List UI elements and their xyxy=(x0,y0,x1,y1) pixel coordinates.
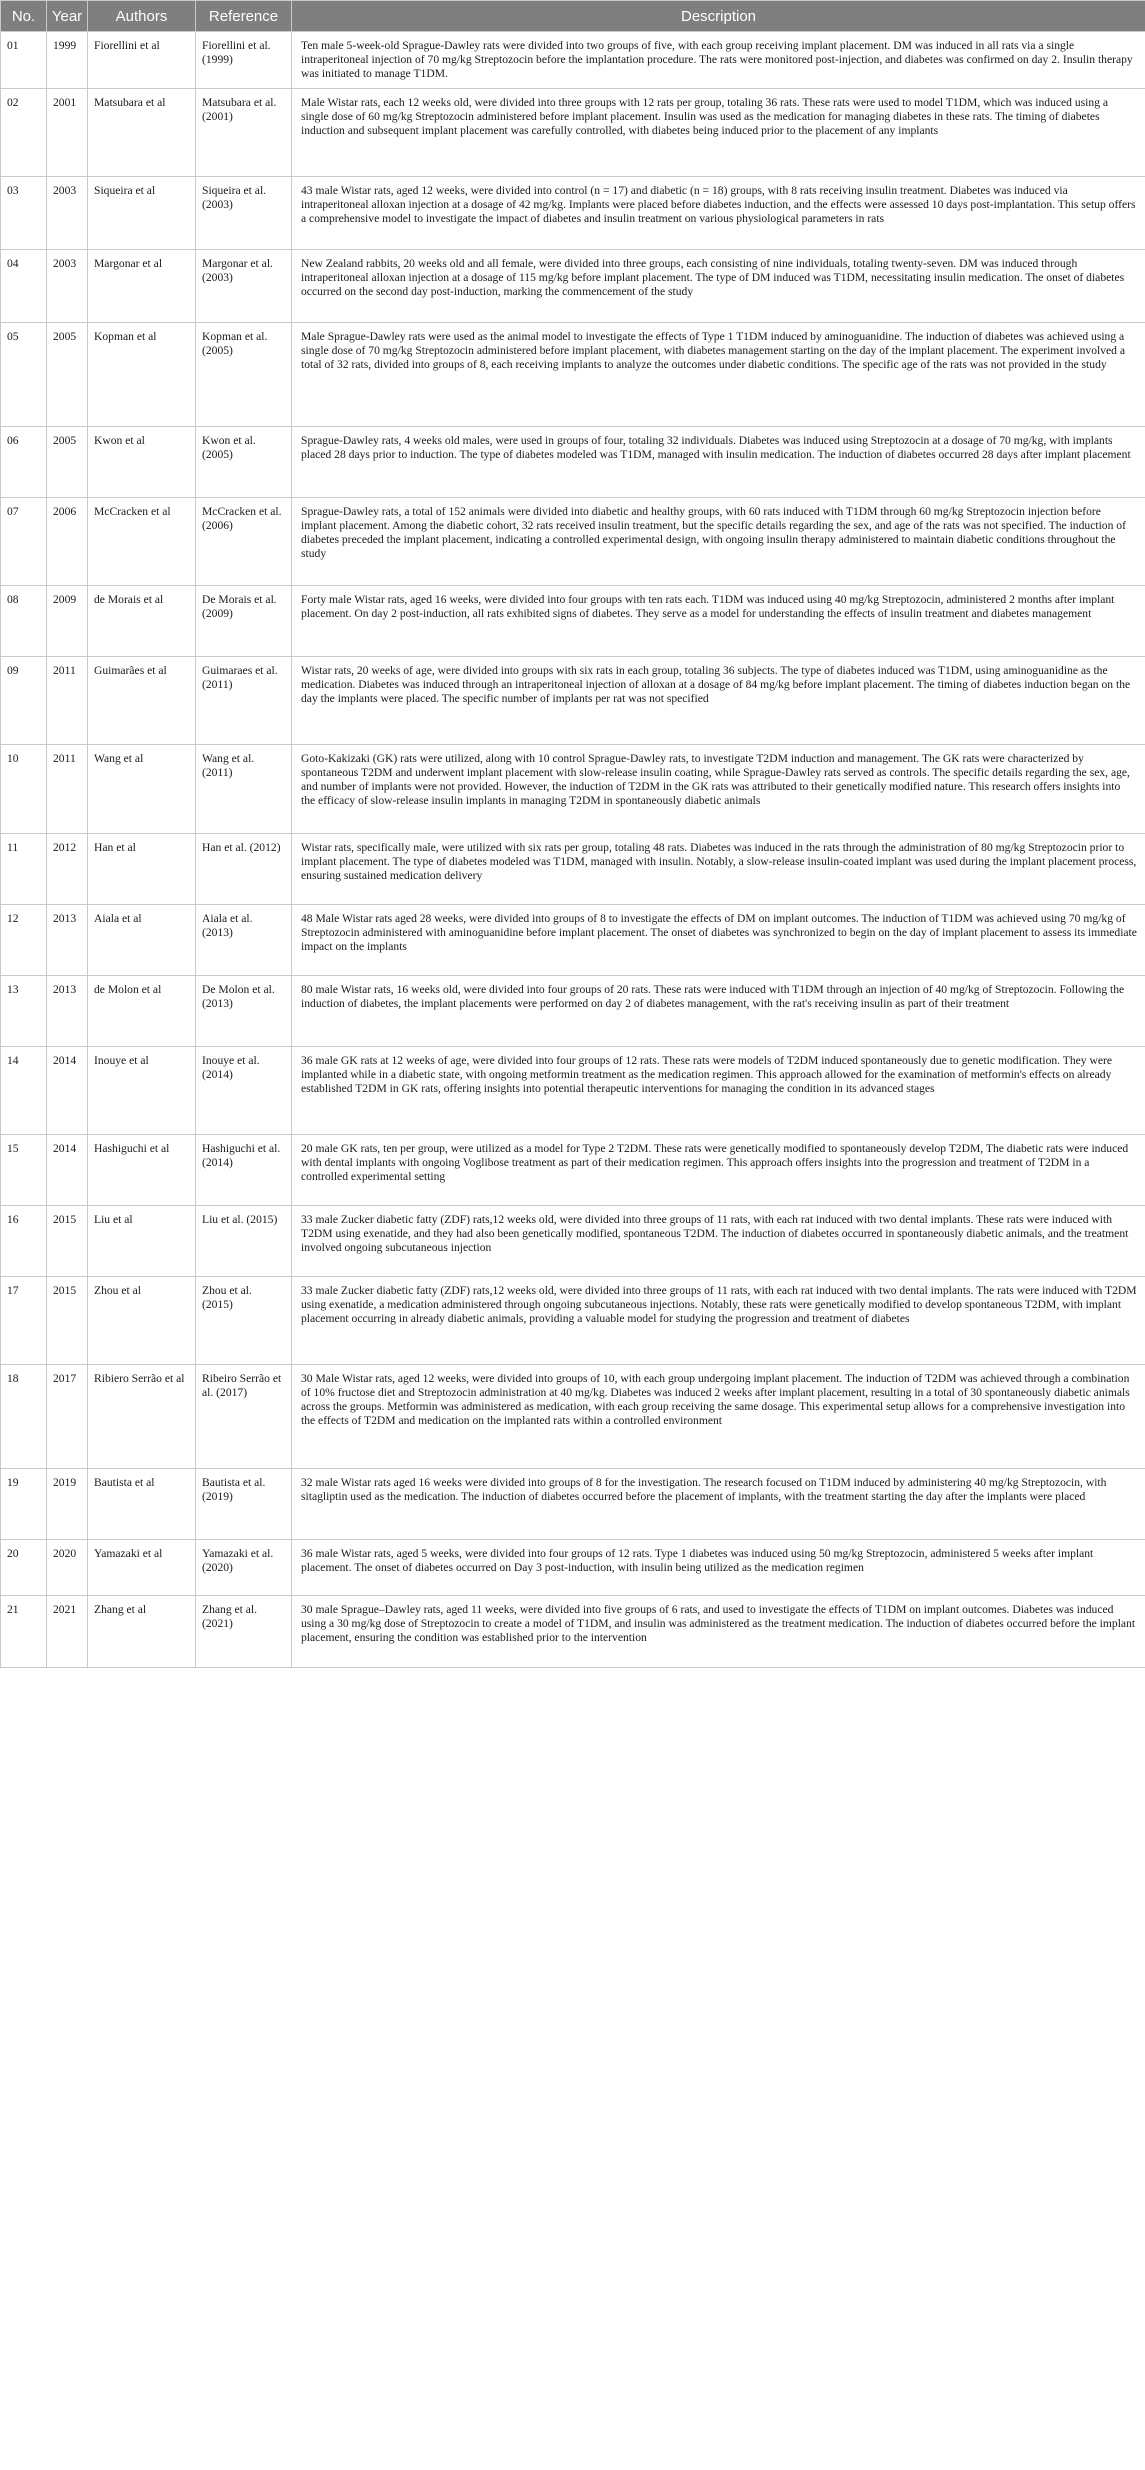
row-year-cell: 2011 xyxy=(47,744,88,833)
row-no-cell: 09 xyxy=(1,656,47,744)
row-reference-cell: Bautista et al. (2019) xyxy=(196,1468,292,1539)
row-authors-cell: Liu et al xyxy=(88,1205,196,1276)
row-year-cell: 2021 xyxy=(47,1595,88,1667)
row-description-cell: 36 male Wistar rats, aged 5 weeks, were divided into four groups of 12 rats. Type 1 diabetes was induced using 50 mg/kg Streptozocin, administered 5 weeks after implant placement. The onset of diabetes occurred on Day 3 post-induction, with insulin being utilized as the medication regimen xyxy=(292,1539,1145,1595)
header-description: Description xyxy=(292,1,1145,32)
row-description-cell: 30 male Sprague–Dawley rats, aged 11 weeks, were divided into five groups of 6 rats, and used to investigate the effects of T1DM on implant outcomes. Diabetes was induced using a 30 mg/kg dose of Streptozocin to create a model of T1DM, and insulin was administered as the treatment medication. The induction of diabetes occurred before the implant placement, ensuring the condition was established prior to the intervention xyxy=(292,1595,1145,1667)
row-authors-cell: Inouye et al xyxy=(88,1046,196,1134)
header-no: No. xyxy=(1,1,47,32)
table-row xyxy=(1,744,1145,833)
row-reference-cell: Kwon et al. (2005) xyxy=(196,426,292,497)
header-authors: Authors xyxy=(88,1,196,32)
row-authors-cell: Zhang et al xyxy=(88,1595,196,1667)
row-reference-cell: Yamazaki et al. (2020) xyxy=(196,1539,292,1595)
row-description-cell: 80 male Wistar rats, 16 weeks old, were divided into four groups of 20 rats. These rats were induced with T1DM through an injection of 40 mg/kg of Streptozocin. Following the induction of diabetes, the implant placements were performed on day 2 of diabetes management, with the rat's receiving insulin as part of their treatment xyxy=(292,975,1145,1046)
row-no-cell: 03 xyxy=(1,176,47,249)
row-reference-cell: Inouye et al. (2014) xyxy=(196,1046,292,1134)
row-reference-cell: Hashiguchi et al. (2014) xyxy=(196,1134,292,1205)
row-reference-cell: Margonar et al. (2003) xyxy=(196,249,292,322)
row-description-cell: Sprague-Dawley rats, a total of 152 animals were divided into diabetic and healthy groups, with 60 rats induced with T1DM through 60 mg/kg Streptozocin injection before implant placement. Among the diabetic cohort, 32 rats received insulin treatment, but the specific details regarding the sex, and age of the rats was not specified. The induction of diabetes preceded the implant placement, indicating a controlled experimental design, with ongoing insulin therapy administered to maintain diabetic conditions throughout the study xyxy=(292,497,1145,585)
table-row xyxy=(1,322,1145,426)
row-description-cell: 32 male Wistar rats aged 16 weeks were divided into groups of 8 for the investigation. The research focused on T1DM induced by administering 40 mg/kg Streptozocin, with sitagliptin used as the medication. The induction of diabetes occurred before the placement of implants, with the treatment starting the day after the implants were placed xyxy=(292,1468,1145,1539)
row-no-cell: 15 xyxy=(1,1134,47,1205)
row-no-cell: 04 xyxy=(1,249,47,322)
row-authors-cell: McCracken et al xyxy=(88,497,196,585)
row-authors-cell: Kwon et al xyxy=(88,426,196,497)
row-reference-cell: Zhou et al. (2015) xyxy=(196,1276,292,1364)
row-reference-cell: McCracken et al. (2006) xyxy=(196,497,292,585)
row-reference-cell: Han et al. (2012) xyxy=(196,833,292,904)
table-body xyxy=(1,32,1145,1668)
row-year-cell: 2011 xyxy=(47,656,88,744)
row-no-cell: 21 xyxy=(1,1595,47,1667)
row-reference-cell: Siqueira et al. (2003) xyxy=(196,176,292,249)
row-no-cell: 05 xyxy=(1,322,47,426)
row-reference-cell: De Molon et al. (2013) xyxy=(196,975,292,1046)
row-year-cell: 2003 xyxy=(47,176,88,249)
row-no-cell: 19 xyxy=(1,1468,47,1539)
row-authors-cell: Guimarães et al xyxy=(88,656,196,744)
row-reference-cell: Matsubara et al. (2001) xyxy=(196,88,292,176)
row-year-cell: 2017 xyxy=(47,1364,88,1468)
table-header xyxy=(1,1,1145,32)
table-row xyxy=(1,1595,1145,1667)
row-no-cell: 02 xyxy=(1,88,47,176)
row-no-cell: 12 xyxy=(1,904,47,975)
row-reference-cell: Wang et al. (2011) xyxy=(196,744,292,833)
row-reference-cell: Liu et al. (2015) xyxy=(196,1205,292,1276)
table-row xyxy=(1,1364,1145,1468)
table-row xyxy=(1,656,1145,744)
row-no-cell: 11 xyxy=(1,833,47,904)
row-description-cell: 30 Male Wistar rats, aged 12 weeks, were divided into groups of 10, with each group undergoing implant placement. The induction of T2DM was achieved through a combination of 10% fructose diet and Streptozocin administration at 40 mg/kg. Diabetes was induced 2 weeks after implant placement, resulting in a total of 30 spontaneously diabetic animals across the groups. Metformin was administered as medication, with each group receiving the same dosage. This experimental setup allows for a comprehensive investigation into the effects of T2DM and medication on the implanted rats within a controlled environment xyxy=(292,1364,1145,1468)
table-row xyxy=(1,1205,1145,1276)
table-row xyxy=(1,1134,1145,1205)
table-row xyxy=(1,904,1145,975)
table-row xyxy=(1,833,1145,904)
row-reference-cell: De Morais et al. (2009) xyxy=(196,585,292,656)
header-year: Year xyxy=(47,1,88,32)
row-authors-cell: Ribiero Serrão et al xyxy=(88,1364,196,1468)
row-description-cell: Goto-Kakizaki (GK) rats were utilized, along with 10 control Sprague-Dawley rats, to investigate T2DM induction and management. The GK rats were characterized by spontaneous T2DM and underwent implant placement with slow-release insulin coating, while Sprague-Dawley rats served as controls. The specific details regarding the sex, age, and number of implants were not provided. However, the induction of T2DM in the GK rats was attributed to their genetically modified nature. This research offers insights into the efficacy of slow-release insulin implants in managing T2DM in spontaneously diabetic animals xyxy=(292,744,1145,833)
row-no-cell: 06 xyxy=(1,426,47,497)
row-year-cell: 2003 xyxy=(47,249,88,322)
row-authors-cell: Matsubara et al xyxy=(88,88,196,176)
row-year-cell: 2015 xyxy=(47,1276,88,1364)
row-no-cell: 01 xyxy=(1,32,47,89)
table-row xyxy=(1,585,1145,656)
row-year-cell: 2005 xyxy=(47,426,88,497)
row-authors-cell: Kopman et al xyxy=(88,322,196,426)
row-description-cell: 36 male GK rats at 12 weeks of age, were divided into four groups of 12 rats. These rats were models of T2DM induced spontaneously due to genetic modification. They were implanted while in a diabetic state, with ongoing metformin treatment as the medication regimen. This approach allowed for the examination of metformin's effects on already established T2DM in GK rats, offering insights into potential therapeutic interventions for managing the condition in its advanced stages xyxy=(292,1046,1145,1134)
row-reference-cell: Zhang et al. (2021) xyxy=(196,1595,292,1667)
row-year-cell: 2019 xyxy=(47,1468,88,1539)
row-no-cell: 14 xyxy=(1,1046,47,1134)
row-authors-cell: de Molon et al xyxy=(88,975,196,1046)
row-year-cell: 2013 xyxy=(47,904,88,975)
row-year-cell: 2013 xyxy=(47,975,88,1046)
row-reference-cell: Ribeiro Serrão et al. (2017) xyxy=(196,1364,292,1468)
row-year-cell: 2009 xyxy=(47,585,88,656)
row-description-cell: 43 male Wistar rats, aged 12 weeks, were divided into control (n = 17) and diabetic (n = 18) groups, with 8 rats receiving insulin treatment. Diabetes was induced via intraperitoneal alloxan injection at a dosage of 42 mg/kg. Implants were placed before diabetes induction, and the effects were assessed 10 days post-implantation. This setup offers a comprehensive model to investigate the impact of diabetes and insulin treatment on various physiological parameters in rats xyxy=(292,176,1145,249)
row-authors-cell: Siqueira et al xyxy=(88,176,196,249)
row-reference-cell: Guimaraes et al. (2011) xyxy=(196,656,292,744)
row-year-cell: 2012 xyxy=(47,833,88,904)
row-authors-cell: Yamazaki et al xyxy=(88,1539,196,1595)
row-no-cell: 13 xyxy=(1,975,47,1046)
row-no-cell: 10 xyxy=(1,744,47,833)
row-year-cell: 2014 xyxy=(47,1046,88,1134)
row-authors-cell: Margonar et al xyxy=(88,249,196,322)
row-description-cell: Male Sprague-Dawley rats were used as the animal model to investigate the effects of Type 1 T1DM induced by aminoguanidine. The induction of diabetes was achieved using a single dose of 70 mg/kg Streptozocin administered before implant placement, with diabetes management starting on the day of the implant placement. The experiment involved a total of 32 rats, divided into groups of 8, each receiving implants to analyze the outcomes under diabetic conditions. The specific age of the rats was not provided in the study xyxy=(292,322,1145,426)
table-row xyxy=(1,249,1145,322)
row-year-cell: 2015 xyxy=(47,1205,88,1276)
row-no-cell: 20 xyxy=(1,1539,47,1595)
row-year-cell: 2005 xyxy=(47,322,88,426)
row-reference-cell: Fiorellini et al. (1999) xyxy=(196,32,292,89)
row-description-cell: Ten male 5-week-old Sprague-Dawley rats were divided into two groups of five, with each group receiving implant placement. DM was induced in all rats via a single intraperitoneal injection of 70 mg/kg Streptozocin before the implantation procedure. The rats were monitored post-injection, and diabetes was confirmed on day 2. Insulin therapy was initiated to manage T1DM. xyxy=(292,32,1145,89)
table-row xyxy=(1,32,1145,89)
row-year-cell: 2006 xyxy=(47,497,88,585)
row-no-cell: 16 xyxy=(1,1205,47,1276)
row-description-cell: 48 Male Wistar rats aged 28 weeks, were divided into groups of 8 to investigate the effects of DM on implant outcomes. The induction of T1DM was achieved using 70 mg/kg of Streptozocin administered with aminoguanidine before implant placement. The onset of diabetes was synchronized to begin on the day of implant placement to assess its immediate impact on the implants xyxy=(292,904,1145,975)
row-authors-cell: de Morais et al xyxy=(88,585,196,656)
row-authors-cell: Wang et al xyxy=(88,744,196,833)
row-authors-cell: Hashiguchi et al xyxy=(88,1134,196,1205)
row-description-cell: 33 male Zucker diabetic fatty (ZDF) rats,12 weeks old, were divided into three groups of 11 rats, with each rat induced with two dental implants. The rats were induced with T2DM using exenatide, a medication administered through ongoing subcutaneous injections. Notably, these rats were genetically modified to develop spontaneous T2DM, with implant placement occurring in already diabetic animals, providing a valuable model for studying the progression and treatment of diabetes xyxy=(292,1276,1145,1364)
table-row xyxy=(1,1468,1145,1539)
row-no-cell: 17 xyxy=(1,1276,47,1364)
row-description-cell: Wistar rats, specifically male, were utilized with six rats per group, totaling 48 rats. Diabetes was induced in the rats through the administration of 80 mg/kg Streptozocin prior to implant placement. The type of diabetes modeled was T1DM, managed with insulin. Notably, a slow-release insulin-coated implant was used during the implant placement process, ensuring sustained medication delivery xyxy=(292,833,1145,904)
row-no-cell: 18 xyxy=(1,1364,47,1468)
row-description-cell: 20 male GK rats, ten per group, were utilized as a model for Type 2 T2DM. These rats were genetically modified to spontaneously develop T2DM, The diabetic rats were induced with dental implants with ongoing Voglibose treatment as part of their medication regimen. This approach offers insights into the progression and treatment of T2DM in a controlled experimental setting xyxy=(292,1134,1145,1205)
row-description-cell: Wistar rats, 20 weeks of age, were divided into groups with six rats in each group, totaling 36 subjects. The type of diabetes induced was T1DM, using aminoguanidine as the medication. Diabetes was induced through an intraperitoneal injection of alloxan at a dosage of 84 mg/kg before implant placement. The timing of diabetes induction began on the day the implants were placed. The specific number of implants per rat was not specified xyxy=(292,656,1145,744)
row-year-cell: 2014 xyxy=(47,1134,88,1205)
row-authors-cell: Han et al xyxy=(88,833,196,904)
row-year-cell: 1999 xyxy=(47,32,88,89)
table-row xyxy=(1,88,1145,176)
table-row xyxy=(1,426,1145,497)
row-description-cell: 33 male Zucker diabetic fatty (ZDF) rats,12 weeks old, were divided into three groups of 11 rats, with each rat induced with two dental implants. These rats were induced with T2DM using exenatide, and they had also been genetically modified, spontaneous T2DM. The induction of diabetes occurred in spontaneously diabetic animals, and the treatment involved ongoing subcutaneous injection xyxy=(292,1205,1145,1276)
table-row xyxy=(1,1539,1145,1595)
row-reference-cell: Kopman et al. (2005) xyxy=(196,322,292,426)
row-authors-cell: Zhou et al xyxy=(88,1276,196,1364)
row-authors-cell: Fiorellini et al xyxy=(88,32,196,89)
table-row xyxy=(1,497,1145,585)
header-reference: Reference xyxy=(196,1,292,32)
row-year-cell: 2020 xyxy=(47,1539,88,1595)
row-description-cell: Male Wistar rats, each 12 weeks old, were divided into three groups with 12 rats per group, totaling 36 rats. These rats were used to model T1DM, which was induced using a single dose of 60 mg/kg Streptozocin administered before implant placement. Insulin was used as the medication for managing diabetes in these rats. The timing of diabetes induction and subsequent implant placement was carefully controlled, with diabetes being induced prior to the placement of any implants xyxy=(292,88,1145,176)
row-description-cell: Sprague-Dawley rats, 4 weeks old males, were used in groups of four, totaling 32 individuals. Diabetes was induced using Streptozocin at a dosage of 70 mg/kg, with implants placed 28 days prior to induction. The type of diabetes modeled was T1DM, managed with insulin medication. The induction of diabetes occurred 28 days after implant placement xyxy=(292,426,1145,497)
row-reference-cell: Aiala et al. (2013) xyxy=(196,904,292,975)
table-row xyxy=(1,1276,1145,1364)
table-row xyxy=(1,1046,1145,1134)
row-year-cell: 2001 xyxy=(47,88,88,176)
row-no-cell: 08 xyxy=(1,585,47,656)
row-description-cell: Forty male Wistar rats, aged 16 weeks, were divided into four groups with ten rats each. T1DM was induced using 40 mg/kg Streptozocin, administered 2 months after implant placement. On day 2 post-induction, all rats exhibited signs of diabetes. They serve as a model for understanding the effects of insulin treatment and diabetes management xyxy=(292,585,1145,656)
row-authors-cell: Bautista et al xyxy=(88,1468,196,1539)
row-no-cell: 07 xyxy=(1,497,47,585)
table-row xyxy=(1,176,1145,249)
table-row xyxy=(1,975,1145,1046)
row-description-cell: New Zealand rabbits, 20 weeks old and all female, were divided into three groups, each consisting of nine individuals, totaling twenty-seven. DM was induced through intraperitoneal alloxan injection at a dosage of 115 mg/kg before implant placement. The type of DM induced was T1DM, necessitating insulin medication. The onset of diabetes occurred on the second day post-induction, marking the commencement of the study xyxy=(292,249,1145,322)
row-authors-cell: Aiala et al xyxy=(88,904,196,975)
